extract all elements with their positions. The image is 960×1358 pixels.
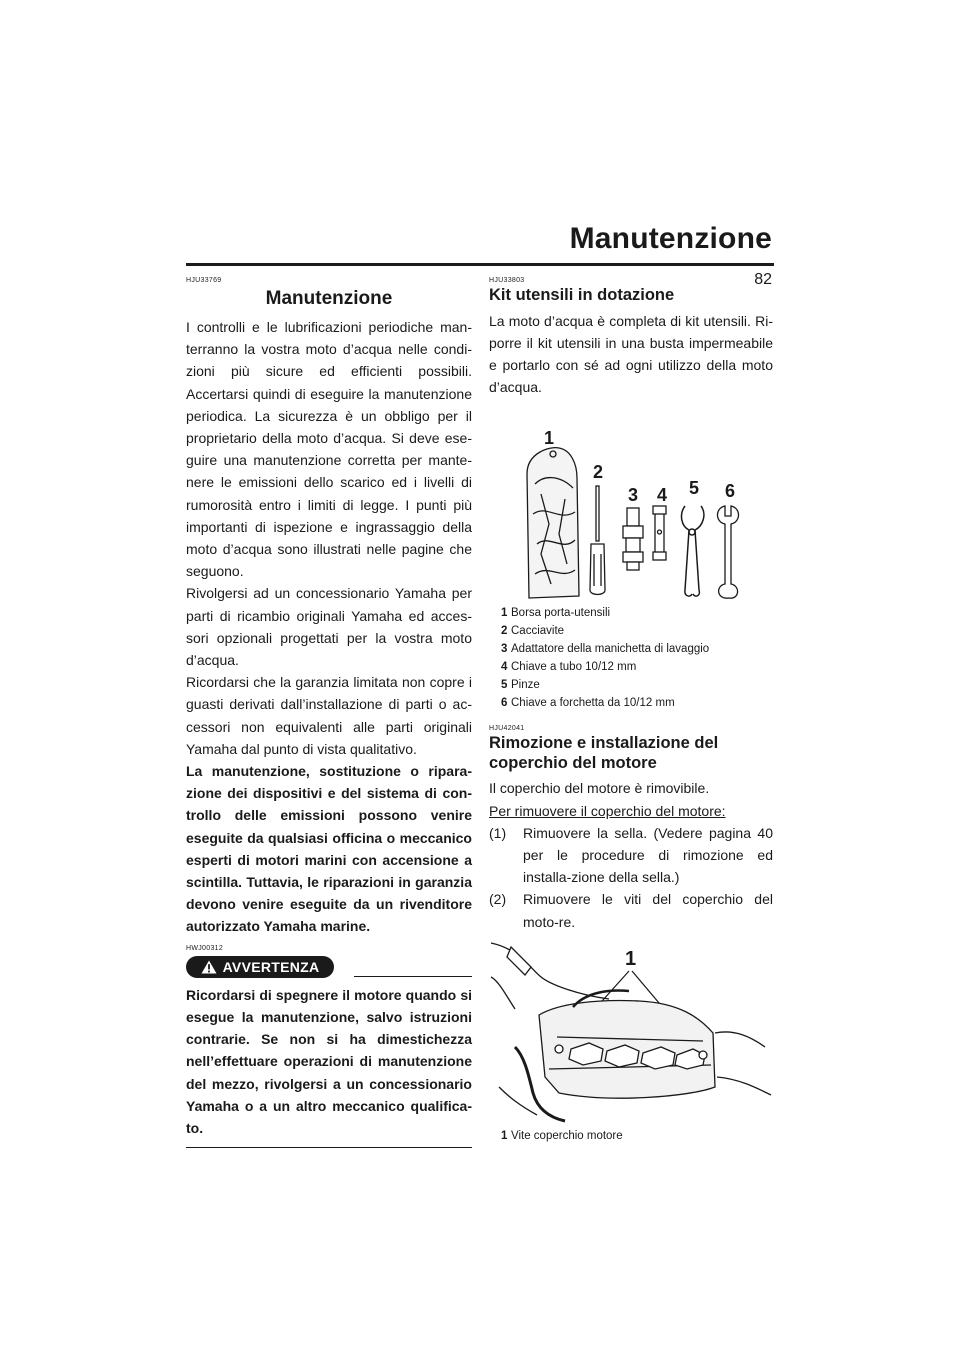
section-title: Kit utensili in dotazione bbox=[489, 286, 675, 304]
hose-adapter-icon bbox=[623, 508, 643, 570]
legend-item: 4 Chiave a tubo 10/12 mm bbox=[501, 661, 637, 674]
section-title: Rimozione e installazione del coperchio del motore bbox=[489, 734, 719, 772]
bold-paragraph: La manutenzione, sostituzione o ripara-zione dei dispositivi e del sistema di con-trollo delle emissioni possono venire eseguite da qualsiasi officina o meccanico esperti di motori marini con accensione a scintilla. Tuttavia, le riparazioni in garanzia devono venire eseguite da un rivenditore autorizzato Yamaha marine. bbox=[186, 763, 472, 935]
legend-item: 1 Borsa porta-utensili bbox=[501, 607, 611, 620]
warning-triangle-icon bbox=[201, 960, 217, 974]
step-text: Rimuovere le viti del coperchio del moto-re. bbox=[523, 891, 773, 930]
paragraph: I controlli e le lubrificazioni periodiche man-terranno la vostra moto d’acqua nelle condi-zioni più sicure ed efficienti possibili. Accertarsi quindi di eseguire la manutenzione periodica. La sicurezza è un obbligo per il proprietario della moto d’acqua. Si deve ese-guire una manutenzione corretta per mante-nere le emissioni dello scarico ed i livelli di rumorosità entro i limiti di legge. I punti più importanti di ispezione e ingrassaggio della moto d’acqua sono illustrati nelle pagine che seguono. bbox=[186, 319, 472, 580]
paragraph: La moto d’acqua è completa di kit utensili. Ri-porre il kit utensili in una busta impermeabile e portarlo con sé ad ogni utilizzo della moto d’acqua. bbox=[489, 312, 773, 396]
figure-number: 5 bbox=[689, 478, 700, 499]
legend-item: 1 Vite coperchio motore bbox=[501, 1129, 623, 1142]
screwdriver-icon bbox=[590, 486, 605, 595]
legend-item: 3 Adattatore della manichetta di lavaggio bbox=[501, 643, 710, 656]
tool-kit-illustration bbox=[489, 404, 773, 604]
tool-legend bbox=[489, 604, 773, 712]
tool-kit-drawing bbox=[489, 404, 773, 604]
step-number: (2) bbox=[489, 891, 507, 908]
step bbox=[489, 888, 773, 932]
pliers-icon bbox=[682, 506, 704, 596]
figure-number: 1 bbox=[625, 947, 637, 970]
left-column bbox=[186, 276, 472, 1148]
figure-number: 3 bbox=[628, 485, 639, 506]
warning-code: HWJ00312 bbox=[186, 944, 224, 952]
warning-rule bbox=[354, 976, 472, 977]
page-number: 82 bbox=[754, 271, 772, 288]
warning-badge bbox=[186, 956, 334, 978]
tool-bag-icon bbox=[527, 448, 579, 598]
engine-cover-drawing bbox=[489, 937, 773, 1127]
step-number: (1) bbox=[489, 824, 507, 841]
right-column bbox=[489, 276, 773, 1145]
step-text: Rimuovere la sella. (Vedere pagina 40 per le procedure di rimozione ed installa-zione della sella.) bbox=[523, 824, 773, 886]
figure-number: 2 bbox=[593, 462, 604, 483]
open-end-wrench-icon bbox=[718, 506, 739, 598]
paragraph: Ricordarsi che la garanzia limitata non copre i guasti derivati dall’installazione di parti o ac-cessori non equivalenti alle parti originali Yamaha dal punto di vista qualitativo. bbox=[186, 674, 472, 757]
warning-box bbox=[186, 944, 472, 1148]
section-title: Manutenzione bbox=[265, 288, 393, 309]
section-code: HJU33803 bbox=[489, 277, 525, 284]
engine-legend bbox=[489, 1127, 773, 1145]
legend-item: 5 Pinze bbox=[501, 679, 540, 692]
socket-wrench-icon bbox=[653, 506, 666, 560]
warning-label: AVVERTENZA bbox=[222, 958, 320, 975]
subheading: Per rimuovere il coperchio del motore: bbox=[489, 802, 726, 819]
paragraph: Rivolgersi ad un concessionario Yamaha per parti di ricambio originali Yamaha ed acces-sori opzionali progettati per la vostra moto d’acqua. bbox=[186, 585, 472, 669]
figure-number: 6 bbox=[725, 481, 736, 502]
section-code: HJU42041 bbox=[489, 725, 525, 733]
header-divider bbox=[186, 263, 774, 266]
legend-item: 6 Chiave a forchetta da 10/12 mm bbox=[501, 697, 675, 710]
paragraph: Il coperchio del motore è rimovibile. bbox=[489, 780, 710, 797]
engine-cover-illustration bbox=[489, 937, 773, 1127]
warning-text: Ricordarsi di spegnere il motore quando si esegue la manutenzione, salvo istruzioni contrarie. Se non si ha dimestichezza nell’effettuare operazioni di manutenzione del mezzo, rivolgersi a un concessionario Yamaha o a un altro meccanico qualifica-to. bbox=[186, 986, 472, 1136]
section-code: HJU33769 bbox=[186, 277, 222, 284]
page-header-title: Manutenzione bbox=[569, 222, 772, 255]
step bbox=[489, 822, 773, 889]
legend-item: 2 Cacciavite bbox=[501, 625, 565, 638]
figure-number: 4 bbox=[657, 485, 668, 506]
figure-number: 1 bbox=[544, 428, 555, 449]
warning-end-rule bbox=[186, 1147, 472, 1148]
